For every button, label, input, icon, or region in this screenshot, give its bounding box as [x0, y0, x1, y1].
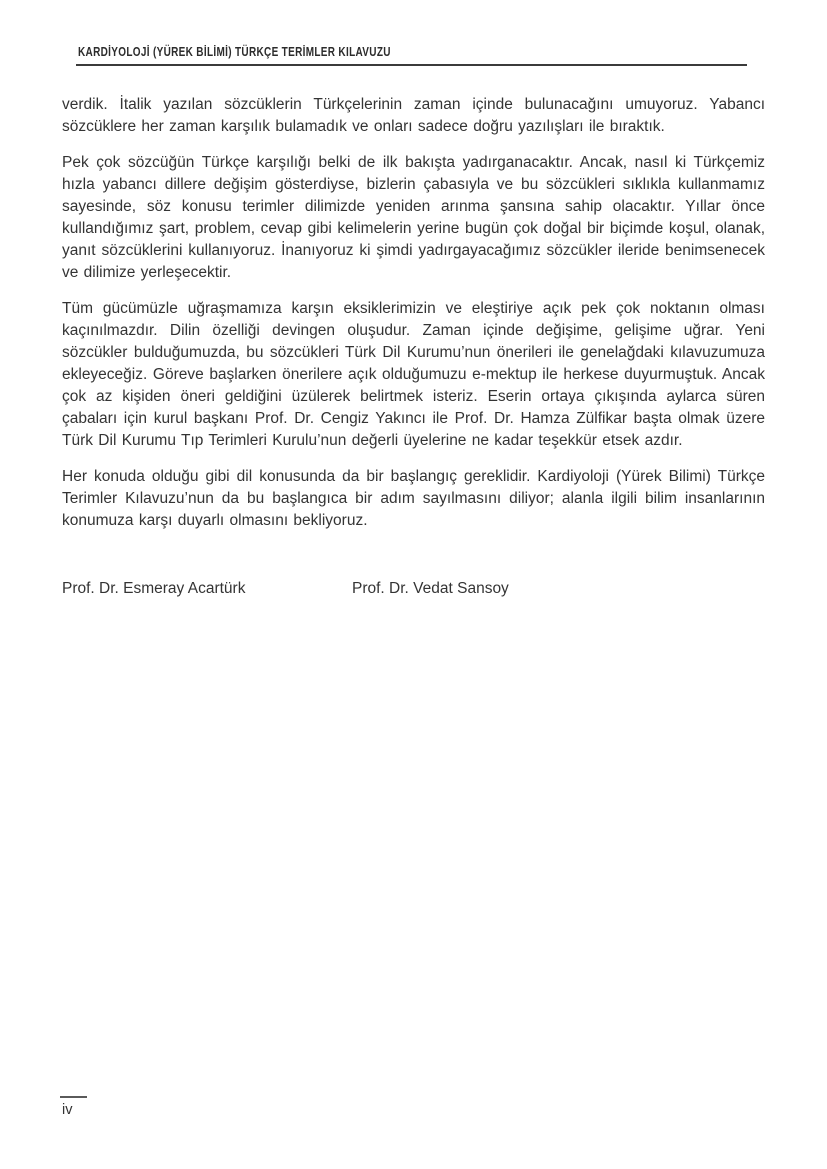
- paragraph: Tüm gücümüzle uğraşmamıza karşın eksiklerimizin ve eleştiriye açık pek çok noktanın olması kaçınılmazdır. Dilin özelliği devingen oluşudur. Zaman içinde değişime, gelişime uğrar. Yeni sözcükler bulduğumuzda, bu sözcükleri Türk Dil Kurumu’nun önerileri ile genelağdaki kılavuzumuza ekleyeceğiz. Göreve başlarken önerilere açık olduğumuzu e-mektup ile herkese duyurmuştuk. Ancak çok az kişiden öneri geldiğini üzülerek belirtmek isteriz. Eserin ortaya çıkışında aylarca süren çabaları için kurul başkanı Prof. Dr. Cengiz Yakıncı ile Prof. Dr. Hamza Zülfikar başta olmak üzere Türk Dil Kurumu Tıp Terimleri Kurulu’nun değerli üyelerine ne kadar teşekkür etsek azdır.: [62, 300, 765, 449]
- preface-text: [62, 94, 765, 600]
- paragraph: Pek çok sözcüğün Türkçe karşılığı belki de ilk bakışta yadırganacaktır. Ancak, nasıl ki Türkçemiz hızla yabancı dillere değişim gösterdiyse, bizlerin çabasıyla ve bu sözcükleri sıklıkla kullanmamız sayesinde, söz konusu terimler dilimizde yeniden arınma şansına sahip olacaktır. Yıllar önce kullandığımız şart, problem, cevap gibi kelimelerin yerine bugün çok doğal bir biçimde koşul, olanak, yanıt sözcüklerini kullanıyoruz. İnanıyoruz ki şimdi yadırgayacağımız sözcükler ileride benimsenecek ve dilimize yerleşecektir.: [62, 154, 765, 281]
- running-header-title: KARDİYOLOJİ (YÜREK BİLİMİ) TÜRKÇE TERİMLER KILAVUZU: [78, 45, 391, 59]
- signature-left: Prof. Dr. Esmeray Acartürk: [62, 580, 246, 597]
- header-rule: [76, 64, 747, 66]
- page-number: iv: [62, 1102, 73, 1118]
- paragraph: verdik. İtalik yazılan sözcüklerin Türkçelerinin zaman içinde bulunacağını umuyoruz. Yabancı sözcüklere her zaman karşılık bulamadık ve onları sadece doğru yazılışları ile bıraktık.: [62, 96, 765, 135]
- paragraph: Her konuda olduğu gibi dil konusunda da bir başlangıç gereklidir. Kardiyoloji (Yürek Bilimi) Türkçe Terimler Kılavuzu’nun da bu başlangıca bir adım sayılmasını diliyor; alanla ilgili bilim insanlarının konumuza karşı duyarlı olmasını bekliyoruz.: [62, 468, 765, 529]
- signature-row: [62, 578, 765, 600]
- footer-rule: [60, 1096, 87, 1098]
- signature-right: Prof. Dr. Vedat Sansoy: [352, 580, 509, 597]
